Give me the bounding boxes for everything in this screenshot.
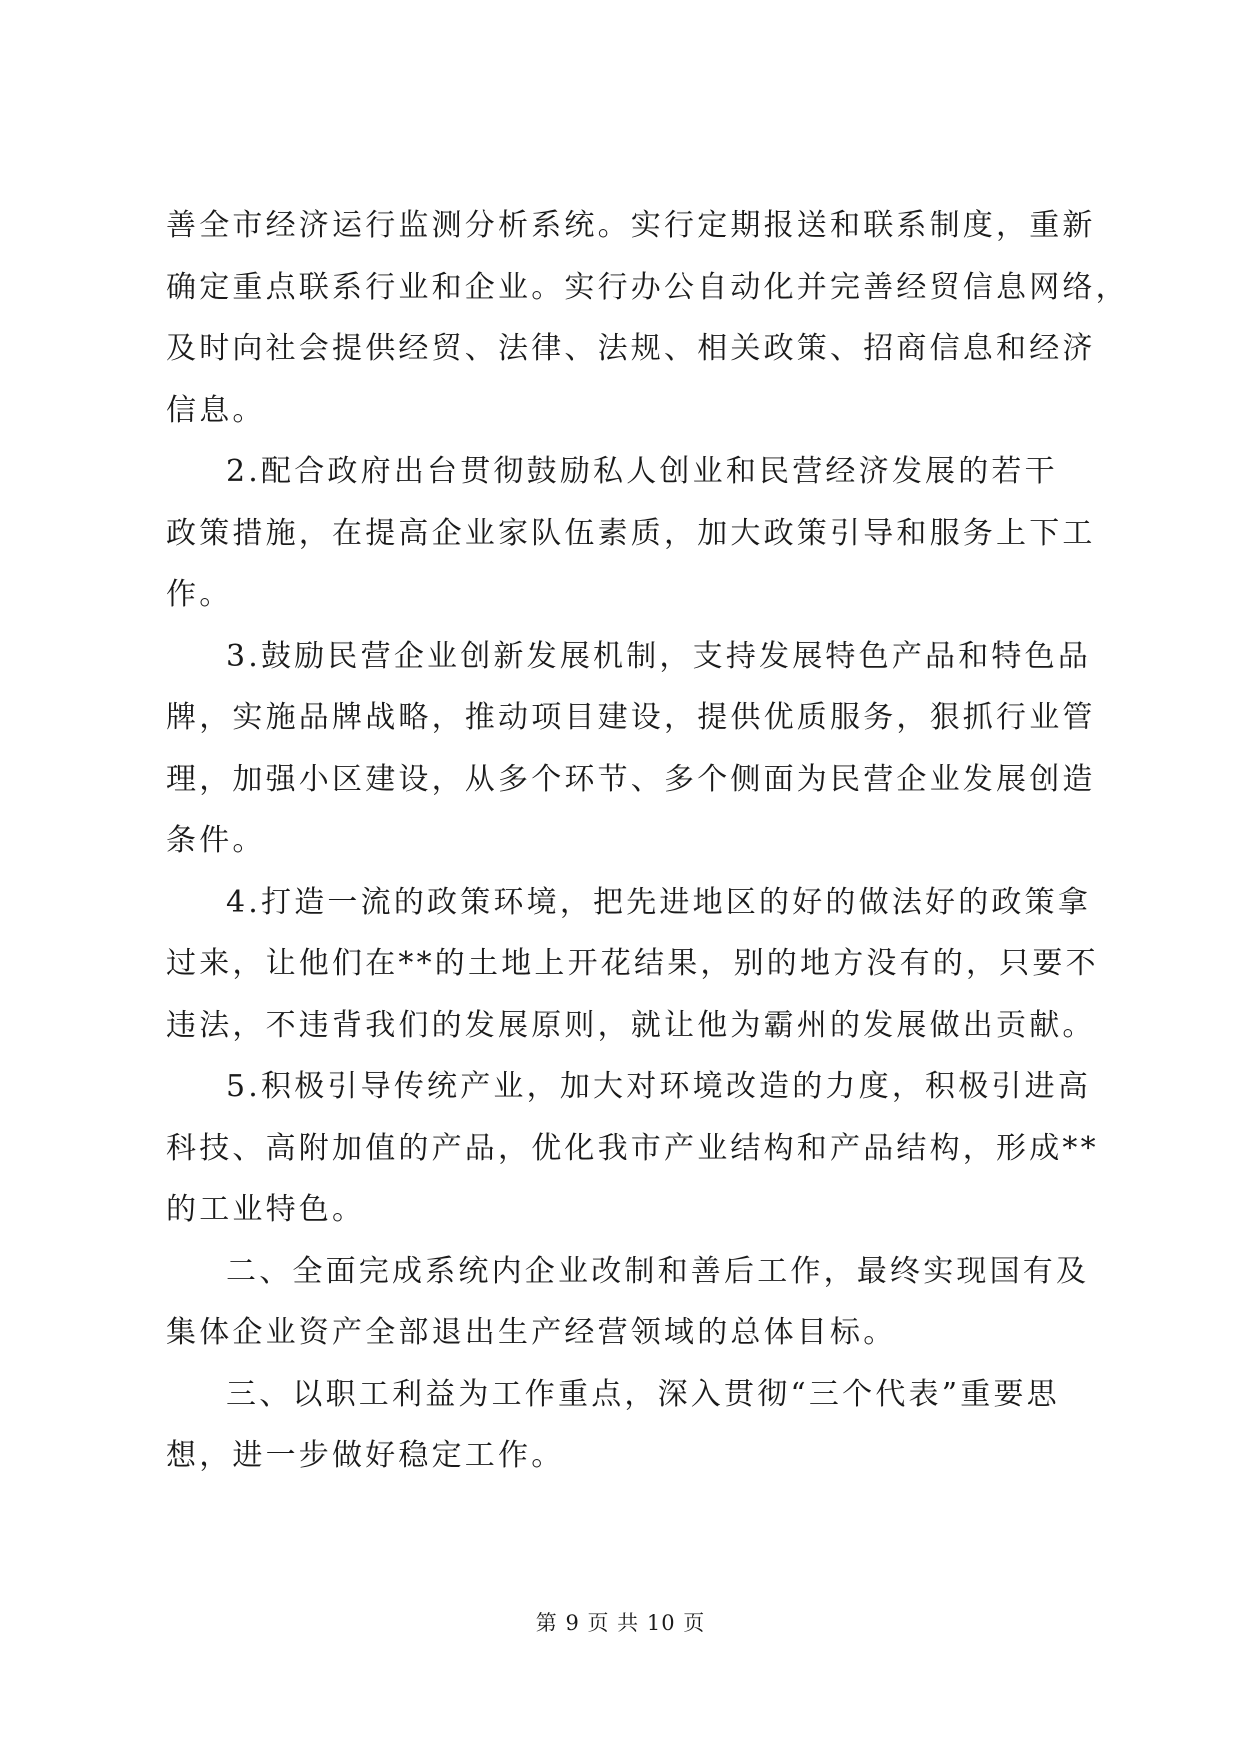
text-line: 想，进一步做好稳定工作。 [166, 1438, 565, 1473]
text-line: 的工业特色。 [166, 1192, 366, 1227]
text-line: 作。 [166, 577, 233, 612]
text-line: 二、全面完成系统内企业改制和善后工作，最终实现国有及 [226, 1253, 1090, 1289]
text-line: 过来，让他们在**的土地上开花结果，别的地方没有的，只要不 [166, 946, 1099, 981]
text-line: 善全市经济运行监测分析系统。实行定期报送和联系制度，重新 [166, 208, 1096, 243]
text-line: 违法，不违背我们的发展原则，就让他为霸州的发展做出贡献。 [166, 1007, 1096, 1043]
text-line: 4.打造一流的政策环境，把先进地区的好的做法好的政策拿 [226, 884, 1092, 920]
text-line: 理，加强小区建设，从多个环节、多个侧面为民营企业发展创造 [166, 761, 1096, 797]
text-line: 及时向社会提供经贸、法律、法规、相关政策、招商信息和经济 [166, 331, 1096, 366]
text-line: 牌，实施品牌战略，推动项目建设，提供优质服务，狠抓行业管 [166, 700, 1096, 735]
page-footer [0, 1607, 1241, 1637]
text-line: 5.积极引导传统产业，加大对环境改造的力度，积极引进高 [226, 1069, 1092, 1104]
text-line: 三、以职工利益为工作重点，深入贯彻“三个代表”重要思 [226, 1376, 1060, 1412]
text-line: 条件。 [166, 823, 266, 858]
text-line: 3.鼓励民营企业创新发展机制，支持发展特色产品和特色品 [226, 638, 1092, 674]
text-line: 集体企业资产全部退出生产经营领域的总体目标。 [166, 1315, 897, 1350]
text-line: 科技、高附加值的产品，优化我市产业结构和产品结构，形成** [166, 1130, 1099, 1166]
text-line: 2.配合政府出台贯彻鼓励私人创业和民营经济发展的若干 [226, 454, 1058, 489]
document-body [166, 206, 1129, 1498]
page-indicator: 第 9 页 共 10 页 [535, 1611, 706, 1635]
text-line: 确定重点联系行业和企业。实行办公自动化并完善经贸信息网络， [166, 269, 1129, 305]
text-line: 政策措施，在提高企业家队伍素质，加大政策引导和服务上下工 [166, 515, 1096, 551]
text-line: 信息。 [166, 392, 266, 428]
